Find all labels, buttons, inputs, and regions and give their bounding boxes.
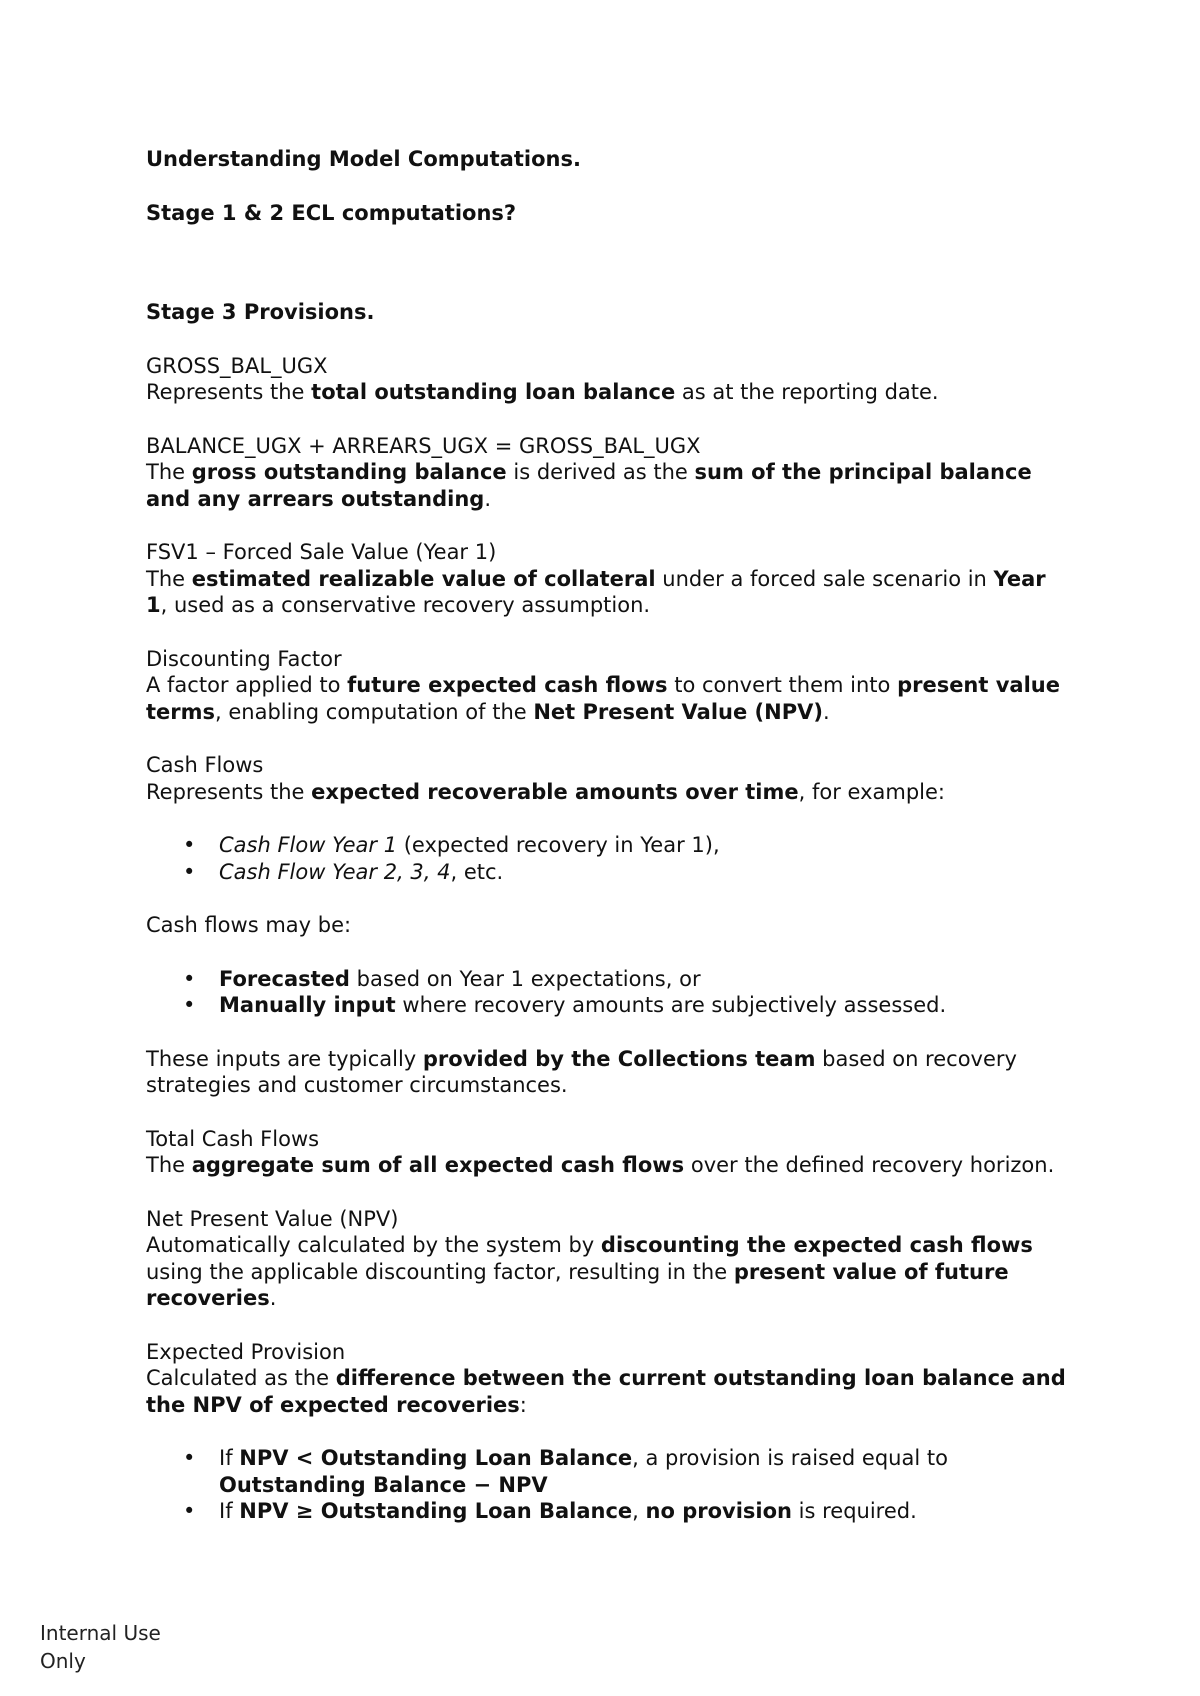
section-heading: Net Present Value (NPV)	[146, 1206, 399, 1231]
section-heading: Expected Provision	[146, 1339, 346, 1364]
section-paragraph: These inputs are typically provided by the Collections team based on recovery strategies and customer circumstances.	[146, 1046, 1017, 1097]
provision-rules-list	[146, 1445, 1066, 1525]
section-balance-formula	[146, 433, 1066, 513]
section-heading: FSV1 – Forced Sale Value (Year 1)	[146, 540, 497, 564]
section-heading: Cash Flows	[146, 753, 264, 777]
cash-flow-types-list	[146, 966, 1066, 1019]
document-title: Understanding Model Computations.	[146, 147, 581, 171]
section-gross-bal	[146, 353, 1066, 406]
section-paragraph: Automatically calculated by the system by discounting the expected cash flows using the applicable discounting factor, resulting in the present value of future recoveries.	[146, 1233, 1033, 1310]
section-paragraph: Represents the total outstanding loan balance as at the reporting date.	[146, 380, 939, 404]
internal-use-label: Internal Use Only	[40, 1621, 161, 1673]
list-item: • Forecasted based on Year 1 expectations, or	[219, 966, 1066, 993]
section-heading: Total Cash Flows	[146, 1126, 320, 1151]
section-heading: GROSS_BAL_UGX	[146, 353, 328, 378]
list-item: • If NPV < Outstanding Loan Balance, a provision is raised equal to Outstanding Balance − NPV	[219, 1445, 1066, 1498]
list-item: • If NPV ≥ Outstanding Loan Balance, no provision is required.	[219, 1498, 1066, 1525]
stage-1-2-heading: Stage 1 & 2 ECL computations?	[146, 200, 517, 225]
section-heading: BALANCE_UGX + ARREARS_UGX = GROSS_BAL_UGX	[146, 433, 701, 458]
section-paragraph: The gross outstanding balance is derived as the sum of the principal balance and any arrears outstanding.	[146, 460, 1032, 511]
section-total-cash-flows	[146, 1126, 1066, 1179]
cash-flow-examples-list	[146, 832, 1066, 885]
list-item: • Cash Flow Year 1 (expected recovery in Year 1),	[219, 832, 1066, 859]
section-fsv1	[146, 539, 1066, 619]
section-heading: Discounting Factor	[146, 646, 342, 671]
list-item: • Cash Flow Year 2, 3, 4, etc.	[219, 859, 1066, 886]
section-paragraph: A factor applied to future expected cash flows to convert them into present value terms, enabling computation of the Net Present Value (NPV).	[146, 673, 1060, 724]
section-paragraph: The aggregate sum of all expected cash flows over the defined recovery horizon.	[146, 1153, 1055, 1177]
section-paragraph: Represents the expected recoverable amounts over time, for example:	[146, 779, 946, 804]
section-paragraph: The estimated realizable value of collateral under a forced sale scenario in Year 1, used as a conservative recovery assumption.	[146, 566, 1046, 617]
section-cash-flows	[146, 752, 1066, 1099]
document-body	[146, 146, 1066, 1525]
section-expected-provision	[146, 1339, 1066, 1525]
section-npv	[146, 1206, 1066, 1312]
cash-flows-may-be: Cash flows may be:	[146, 913, 352, 937]
section-paragraph: Calculated as the difference between the current outstanding loan balance and the NPV of expected recoveries:	[146, 1366, 1066, 1417]
section-discounting-factor	[146, 646, 1066, 726]
stage-3-heading: Stage 3 Provisions.	[146, 300, 375, 324]
list-item: • Manually input where recovery amounts are subjectively assessed.	[219, 992, 1066, 1019]
